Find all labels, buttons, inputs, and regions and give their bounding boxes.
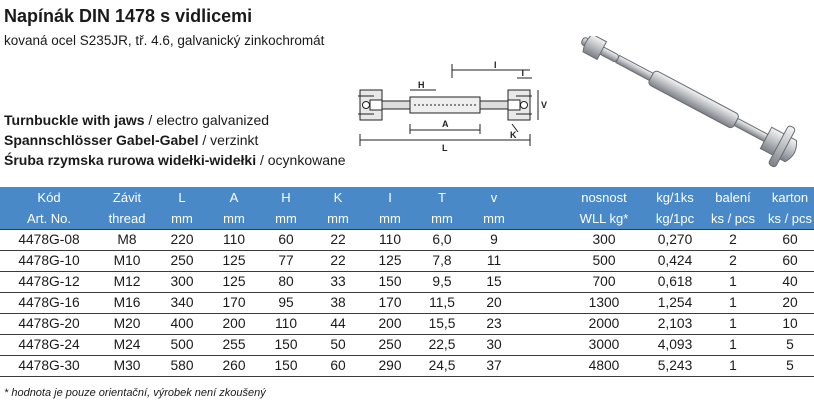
language-descriptions <box>4 110 346 170</box>
table-cell-gap <box>520 313 562 334</box>
col-subheader-gap <box>520 208 562 229</box>
table-cell: 15 <box>468 271 520 292</box>
table-cell: 5 <box>762 355 814 376</box>
dim-label-h: H <box>418 80 425 90</box>
table-cell: M24 <box>98 334 156 355</box>
dim-label-t: T <box>520 68 526 78</box>
table-cell: 4478G-24 <box>0 334 98 355</box>
table-cell: 400 <box>156 313 208 334</box>
table-cell: M12 <box>98 271 156 292</box>
table-cell: 125 <box>208 250 260 271</box>
table-cell: 200 <box>208 313 260 334</box>
spec-table-wrapper <box>0 187 814 377</box>
table-cell: 60 <box>312 355 364 376</box>
table-cell: 1 <box>704 292 762 313</box>
col-header: v <box>468 187 520 208</box>
table-cell: 6,0 <box>416 229 468 250</box>
table-cell: 500 <box>562 250 646 271</box>
table-cell: 1 <box>704 334 762 355</box>
table-cell-gap <box>520 355 562 376</box>
table-cell-gap <box>520 334 562 355</box>
table-cell: M8 <box>98 229 156 250</box>
table-cell: 44 <box>312 313 364 334</box>
table-cell: 7,8 <box>416 250 468 271</box>
table-cell: 500 <box>156 334 208 355</box>
table-row <box>0 334 814 355</box>
col-subheader: mm <box>208 208 260 229</box>
col-header: karton <box>762 187 814 208</box>
spec-table <box>0 187 814 377</box>
col-subheader: mm <box>468 208 520 229</box>
table-cell: 150 <box>260 334 312 355</box>
table-cell: 4800 <box>562 355 646 376</box>
table-cell: 4478G-08 <box>0 229 98 250</box>
col-header: K <box>312 187 364 208</box>
table-cell: 110 <box>364 229 416 250</box>
col-subheader: Art. No. <box>0 208 98 229</box>
table-cell: 4478G-30 <box>0 355 98 376</box>
col-header: T <box>416 187 468 208</box>
table-row <box>0 355 814 376</box>
table-cell: M10 <box>98 250 156 271</box>
description-pl-rest: / ocynkowane <box>256 152 346 168</box>
col-header: L <box>156 187 208 208</box>
table-subheader-row <box>0 208 814 229</box>
table-cell: 1,254 <box>646 292 704 313</box>
product-title: Napínák DIN 1478 s vidlicemi <box>4 6 253 26</box>
table-cell: 22 <box>312 229 364 250</box>
table-cell: 1 <box>704 271 762 292</box>
col-header: I <box>364 187 416 208</box>
description-de-bold: Spannschlösser Gabel-Gabel <box>4 132 199 148</box>
table-cell: 38 <box>312 292 364 313</box>
col-header: Kód <box>0 187 98 208</box>
table-cell: 4478G-16 <box>0 292 98 313</box>
table-cell: 125 <box>208 271 260 292</box>
dim-label-i: I <box>494 60 497 70</box>
table-cell: 95 <box>260 292 312 313</box>
col-subheader: kg/1pc <box>646 208 704 229</box>
table-cell: 11,5 <box>416 292 468 313</box>
table-cell: 0,618 <box>646 271 704 292</box>
table-cell: 170 <box>208 292 260 313</box>
col-header: A <box>208 187 260 208</box>
table-cell: 77 <box>260 250 312 271</box>
table-cell: 60 <box>762 250 814 271</box>
table-cell: 300 <box>562 229 646 250</box>
table-cell: M30 <box>98 355 156 376</box>
description-pl-bold: Śruba rzymska rurowa widełki-widełki <box>4 152 257 168</box>
table-row <box>0 313 814 334</box>
technical-drawing <box>352 58 548 154</box>
description-de-rest: / verzinkt <box>198 132 259 148</box>
table-cell: M16 <box>98 292 156 313</box>
table-cell: 150 <box>364 271 416 292</box>
footnote: * hodnota je pouze orientační, výrobek není zkoušený <box>4 387 266 399</box>
table-cell: 580 <box>156 355 208 376</box>
table-cell: 340 <box>156 292 208 313</box>
col-subheader: ks / pcs <box>704 208 762 229</box>
table-cell: 700 <box>562 271 646 292</box>
col-subheader: mm <box>312 208 364 229</box>
table-cell: 4478G-12 <box>0 271 98 292</box>
table-cell: 0,424 <box>646 250 704 271</box>
table-cell: 290 <box>364 355 416 376</box>
table-cell: 255 <box>208 334 260 355</box>
table-cell: 60 <box>260 229 312 250</box>
table-cell: 4478G-20 <box>0 313 98 334</box>
col-header-gap <box>520 187 562 208</box>
table-row <box>0 229 814 250</box>
col-subheader: thread <box>98 208 156 229</box>
table-cell: 110 <box>208 229 260 250</box>
table-cell: 2 <box>704 250 762 271</box>
dim-label-a: A <box>442 119 449 129</box>
table-row <box>0 250 814 271</box>
table-cell: 4,093 <box>646 334 704 355</box>
description-en-rest: / electro galvanized <box>144 112 270 128</box>
table-row <box>0 292 814 313</box>
table-cell: 2000 <box>562 313 646 334</box>
table-cell: 5 <box>762 334 814 355</box>
table-header-row <box>0 187 814 208</box>
dim-label-k: K <box>510 130 517 140</box>
table-cell: 15,5 <box>416 313 468 334</box>
table-cell-gap <box>520 292 562 313</box>
table-cell: 300 <box>156 271 208 292</box>
table-cell: 60 <box>762 229 814 250</box>
table-cell: 170 <box>364 292 416 313</box>
table-cell: 9 <box>468 229 520 250</box>
col-subheader: WLL kg* <box>562 208 646 229</box>
table-cell: 11 <box>468 250 520 271</box>
description-en-bold: Turnbuckle with jaws <box>4 112 145 128</box>
table-cell: 40 <box>762 271 814 292</box>
table-cell: 1 <box>704 313 762 334</box>
table-cell-gap <box>520 250 562 271</box>
dim-label-l: L <box>442 143 448 153</box>
table-cell: 125 <box>364 250 416 271</box>
table-cell-gap <box>520 271 562 292</box>
col-header: H <box>260 187 312 208</box>
table-cell: 0,270 <box>646 229 704 250</box>
table-cell: 1300 <box>562 292 646 313</box>
col-header: nosnost <box>562 187 646 208</box>
table-cell: 20 <box>762 292 814 313</box>
col-subheader: mm <box>156 208 208 229</box>
table-cell: 2 <box>704 229 762 250</box>
table-cell: 22,5 <box>416 334 468 355</box>
description-de <box>4 130 346 150</box>
col-subheader: ks / pcs <box>762 208 814 229</box>
table-cell: 250 <box>156 250 208 271</box>
col-header: kg/1ks <box>646 187 704 208</box>
table-cell: 220 <box>156 229 208 250</box>
table-cell: 20 <box>468 292 520 313</box>
description-pl <box>4 150 346 170</box>
table-cell: 80 <box>260 271 312 292</box>
table-cell-gap <box>520 229 562 250</box>
table-cell: 200 <box>364 313 416 334</box>
col-subheader: mm <box>260 208 312 229</box>
table-cell: 260 <box>208 355 260 376</box>
table-cell: 50 <box>312 334 364 355</box>
table-cell: 33 <box>312 271 364 292</box>
table-cell: 250 <box>364 334 416 355</box>
table-cell: 1 <box>704 355 762 376</box>
product-photo <box>564 36 814 176</box>
table-cell: 150 <box>260 355 312 376</box>
table-cell: 2,103 <box>646 313 704 334</box>
col-header: Závit <box>98 187 156 208</box>
col-header: balení <box>704 187 762 208</box>
table-row <box>0 271 814 292</box>
table-cell: 4478G-10 <box>0 250 98 271</box>
dim-label-v: V <box>541 100 548 110</box>
table-cell: 9,5 <box>416 271 468 292</box>
table-cell: M20 <box>98 313 156 334</box>
table-cell: 5,243 <box>646 355 704 376</box>
col-subheader: mm <box>364 208 416 229</box>
table-cell: 3000 <box>562 334 646 355</box>
table-cell: 10 <box>762 313 814 334</box>
description-en <box>4 110 346 130</box>
table-cell: 22 <box>312 250 364 271</box>
product-subtitle: kovaná ocel S235JR, tř. 4.6, galvanický zinkochromát <box>4 33 325 48</box>
table-cell: 110 <box>260 313 312 334</box>
table-cell: 37 <box>468 355 520 376</box>
table-cell: 24,5 <box>416 355 468 376</box>
col-subheader: mm <box>416 208 468 229</box>
table-body <box>0 229 814 376</box>
table-cell: 23 <box>468 313 520 334</box>
table-cell: 30 <box>468 334 520 355</box>
